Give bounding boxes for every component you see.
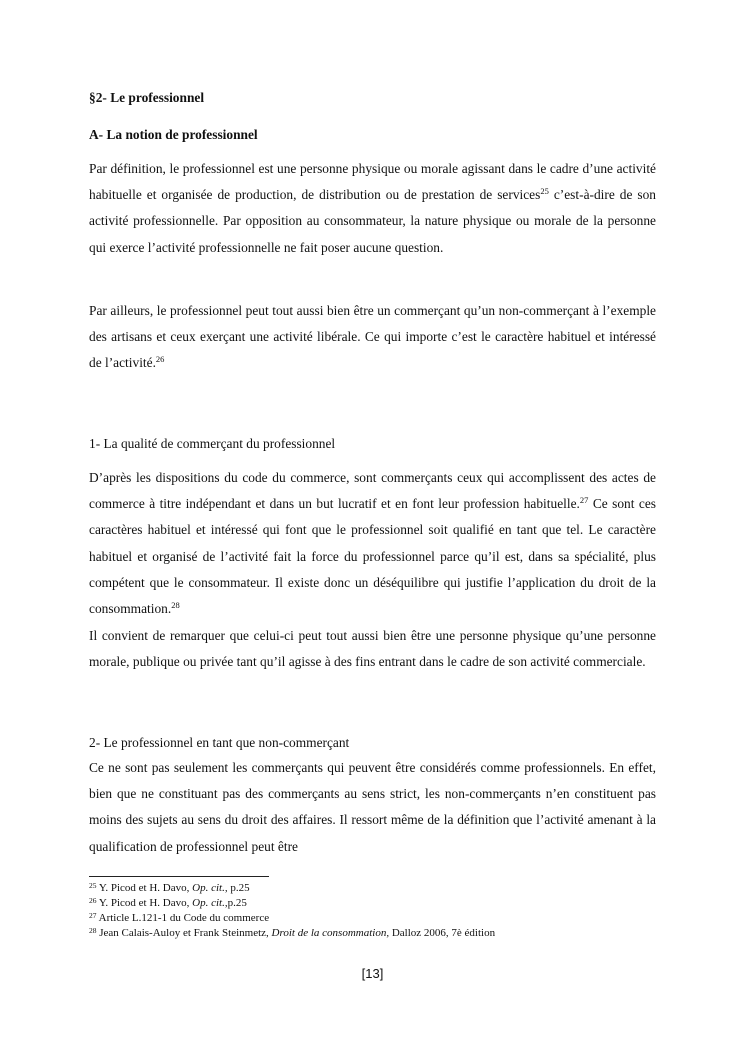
paragraph-commercant [89,298,656,377]
footnote-italic: Op. cit., [192,882,228,894]
paragraph-text: c’est-à-dire de son activité professionnelle. Par opposition au consommateur, la nature physique ou morale de la personne qui exerce l’activité professionnelle ne fait poser aucune question. [89,187,656,255]
subsection-1-title: 1- La qualité de commerçant du professionnel [89,436,336,451]
footnote-text: Article L.121-1 du Code du commerce [96,912,270,924]
subsection-a-title: A- La notion de professionnel [89,127,258,142]
footnote-text: Dalloz 2006, 7è édition [389,927,496,939]
subsection-2-title: 2- Le professionnel en tant que non-commerçant [89,735,350,750]
footnote-text: Y. Picod et H. Davo, [96,897,193,909]
footnote-number: 25 [89,881,97,890]
paragraph-personne: Il convient de remarquer que celui-ci peut tout aussi bien être une personne physique qu’une personne morale, publique ou privée tant qu’il agisse à des fins entrant dans le cadre de son activité commerciale. [89,628,656,670]
paragraph-text: Par ailleurs, le professionnel peut tout aussi bien être un commerçant qu’un non-commerçant à l’exemple des artisans et ceux exerçant une activité libérale. Ce qui importe c’est le caractère habituel et intéressé de l’activité. [89,303,656,371]
paragraph-text: Ce sont ces caractères habituel et intéressé qui font que le professionnel soit qualifié en tant que tel. Le caractère habituel et organisé de l’activité fait la force du professionnel parce qu’il est, dans sa spécialité, plus compétent que le consommateur. Il existe donc un déséquilibre qui justifie l’application du droit de la consommation. [89,496,656,617]
page-number [89,966,656,981]
footnote-text: p.25 [227,882,250,894]
paragraph-code-commerce [89,465,656,622]
section-title: §2- Le professionnel [89,90,205,105]
footnote-italic: Op. cit. [192,897,225,909]
footnote-text: ,p.25 [224,897,247,909]
paragraph-non-commercant: Ce ne sont pas seulement les commerçants qui peuvent être considérés comme professionnels. En effet, bien que ne constituant pas des commerçants au sens strict, les non-commerçants n’en constituent pas moins des sujets au sens du droit des affaires. Il ressort même de la définition que l’activité amenant à la qualification de professionnel peut être [89,760,656,854]
footnote-27 [89,911,495,926]
paragraph-definition [89,156,656,261]
footnote-26 [89,896,495,911]
footnote-text: Jean Calais-Auloy et Frank Steinmetz, [96,927,272,939]
page-number-text: [13] [361,966,384,981]
footnote-ref: 26 [155,354,165,365]
footnote-divider [89,876,269,877]
footnote-ref: 27 [579,495,589,506]
footnote-number: 26 [89,896,97,905]
footnote-italic: Droit de la consommation, [271,927,390,939]
footnote-25 [89,881,495,896]
footnote-28 [89,926,495,941]
footnote-number: 27 [89,911,97,920]
footnotes [89,881,495,941]
paragraph-text: Par définition, le professionnel est une personne physique ou morale agissant dans le cadre d’une activité habituelle et organisée de production, de distribution ou de prestation de services [89,161,656,203]
footnote-ref: 25 [540,186,549,197]
footnote-number: 28 [89,926,97,935]
footnote-ref: 28 [171,600,180,611]
footnote-text: Y. Picod et H. Davo, [96,882,193,894]
paragraph-text: D’après les dispositions du code du commerce, sont commerçants ceux qui accomplissent des actes de commerce à titre indépendant et dans un but lucratif et en font leur profession habituelle. [89,470,656,512]
